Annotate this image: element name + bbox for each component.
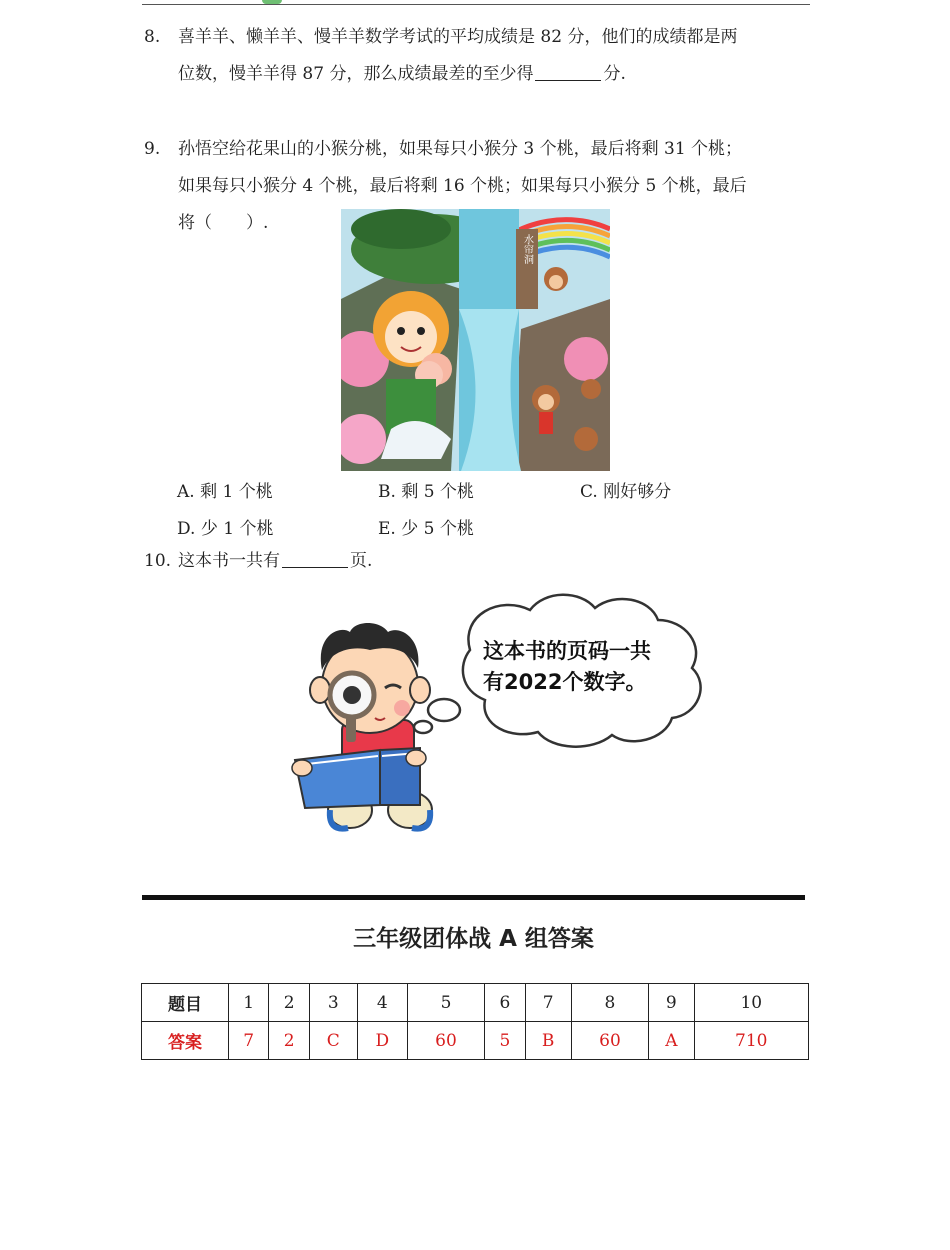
answer-section-title: 三年级团体战 A 组答案: [353, 926, 594, 952]
bubble-line: 这本书的页码一共: [483, 639, 651, 663]
section-divider: [142, 895, 805, 900]
bubble-line: 有2022个数字。: [483, 670, 647, 694]
row-header: 答案: [142, 1022, 229, 1060]
header-logo-fragment: [262, 0, 282, 4]
option-text: 刚好够分: [603, 482, 672, 502]
option-label: E.: [378, 519, 396, 539]
option-d: [177, 514, 273, 539]
table-cell: A: [649, 1022, 694, 1060]
option-text: 剩 1 个桃: [200, 482, 273, 502]
question-text-line: 如果每只小猴分 4 个桃，最后将剩 16 个桃；如果每只小猴分 5 个桃，最后: [178, 176, 747, 196]
table-cell: 2: [269, 984, 309, 1022]
table-cell: 2: [269, 1022, 309, 1060]
option-text: 少 1 个桃: [200, 519, 274, 539]
thought-bubble-text: [483, 636, 693, 698]
table-cell: 7: [229, 1022, 269, 1060]
monkey-king-illustration: [341, 209, 610, 471]
question-text-line: 喜羊羊、懒羊羊、慢羊羊数学考试的平均成绩是 82 分，他们的成绩都是两: [178, 27, 738, 47]
question-text: 页.: [350, 551, 373, 571]
option-label: A.: [177, 482, 195, 502]
row-header: 题目: [142, 984, 229, 1022]
option-text: 少 5 个桃: [401, 519, 474, 539]
question-text-line: [178, 56, 626, 93]
table-cell: 7: [525, 984, 571, 1022]
table-cell: 60: [407, 1022, 484, 1060]
table-cell: 8: [571, 984, 648, 1022]
answer-blank: [535, 64, 601, 81]
table-cell: 60: [571, 1022, 648, 1060]
table-cell: 3: [309, 984, 357, 1022]
option-e: [378, 514, 474, 539]
answer-table: [141, 983, 809, 1060]
option-a: [177, 477, 273, 502]
sign-text: 水帘洞: [521, 234, 533, 264]
question-text-line: 将（ ）.: [178, 213, 269, 233]
question-8: [144, 19, 814, 99]
question-number: 10.: [144, 551, 172, 571]
option-label: C.: [580, 482, 598, 502]
option-text: 剩 5 个桃: [401, 482, 474, 502]
table-cell: D: [357, 1022, 407, 1060]
boy-reading-illustration: [280, 590, 720, 840]
question-number: 8.: [144, 27, 161, 47]
table-cell: 4: [357, 984, 407, 1022]
option-b: [378, 477, 474, 502]
table-cell: 5: [407, 984, 484, 1022]
table-row-answers: [142, 1022, 809, 1060]
question-text: 分.: [603, 64, 626, 84]
table-cell: 10: [694, 984, 808, 1022]
question-10: [144, 543, 814, 583]
table-cell: 6: [485, 984, 525, 1022]
table-cell: C: [309, 1022, 357, 1060]
question-text-line: 孙悟空给花果山的小猴分桃，如果每只小猴分 3 个桃，最后将剩 31 个桃；: [178, 139, 743, 159]
question-text-line: [178, 543, 372, 580]
question-text: 这本书一共有: [178, 551, 280, 571]
option-c: [580, 477, 671, 502]
table-cell: 1: [229, 984, 269, 1022]
question-text: 位数，慢羊羊得 87 分，那么成绩最差的至少得: [178, 64, 534, 84]
option-label: B.: [378, 482, 396, 502]
top-divider: [142, 4, 810, 5]
answer-blank: [282, 551, 348, 568]
option-label: D.: [177, 519, 196, 539]
table-cell: 9: [649, 984, 694, 1022]
table-row-question-numbers: [142, 984, 809, 1022]
table-cell: B: [525, 1022, 571, 1060]
question-number: 9.: [144, 139, 161, 159]
table-cell: 5: [485, 1022, 525, 1060]
table-cell: 710: [694, 1022, 808, 1060]
